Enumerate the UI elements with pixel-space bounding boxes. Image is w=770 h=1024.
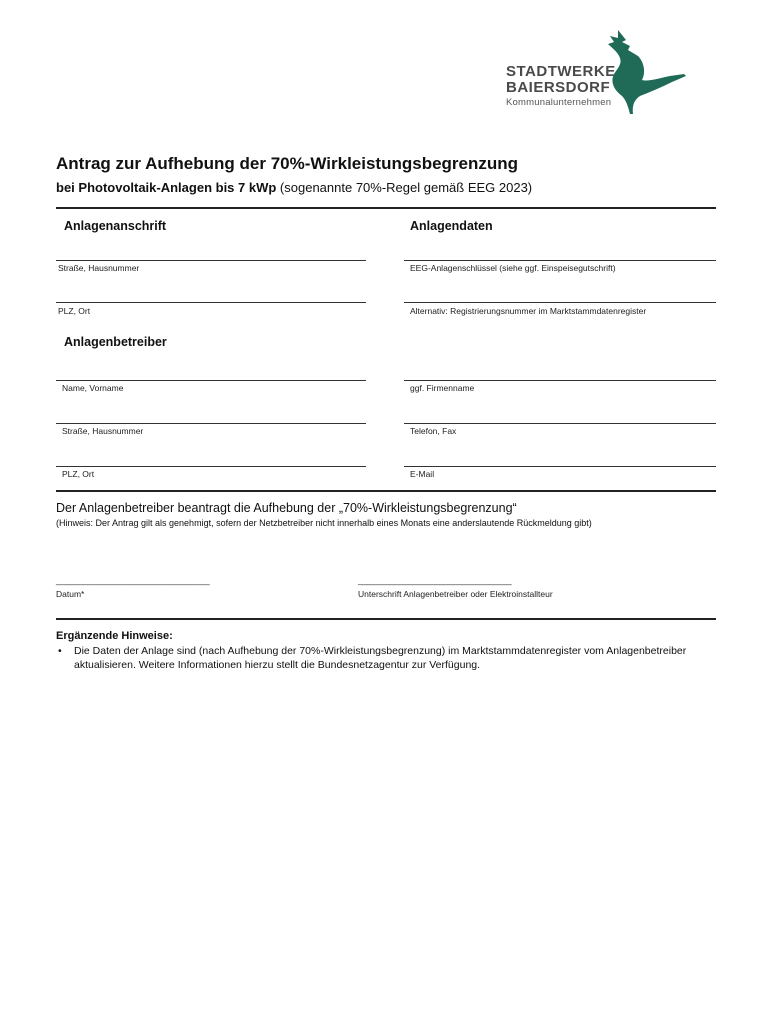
date-signature-line[interactable]: __________________________________ [56,575,210,585]
field-label-plz-anschrift: PLZ, Ort [58,306,91,316]
field-line-plz-betreiber[interactable] [56,466,366,467]
subtitle-rest: (sogenannte 70%-Regel gemäß EEG 2023) [276,180,533,195]
request-hint: (Hinweis: Der Antrag gilt als genehmigt, sofern der Netzbetreiber nicht innerhalb eines Monats eine anderslautende Rückmeldung gibt) [56,518,592,528]
field-line-eeg-schluessel[interactable] [404,260,716,261]
notes-heading: Ergänzende Hinweise: [56,630,173,642]
company-logo [500,26,690,118]
notes-item-text: Die Daten der Anlage sind (nach Aufhebung der 70%-Wirkleistungsbegrenzung) im Marktstammdatenregister vom Anlagenbetreiber aktualisieren. Weitere Informationen hierzu stellt die Bundesnetzagentur zur Verfügung. [74,645,687,671]
field-label-plz-betreiber: PLZ, Ort [62,469,95,479]
field-label-strasse-anschrift: Straße, Hausnummer [58,263,140,273]
request-statement: Der Anlagenbetreiber beantragt die Aufhebung der „70%-Wirkleistungsbegrenzung“ [56,501,517,515]
document-title: Antrag zur Aufhebung der 70%-Wirkleistungsbegrenzung [56,154,519,173]
divider-bottom [56,618,716,620]
heading-anlagenbetreiber: Anlagenbetreiber [64,335,167,349]
notes-list [58,644,698,672]
logo-line-2: BAIERSDORF [506,79,611,96]
field-line-strasse-betreiber[interactable] [56,423,366,424]
signature-label: Unterschrift Anlagenbetreiber oder Elektroinstallteur [358,589,553,599]
field-label-strasse-betreiber: Straße, Hausnummer [62,426,144,436]
logo-line-1: STADTWERKE [506,63,616,80]
subtitle-bold: bei Photovoltaik-Anlagen bis 7 kWp [56,180,277,195]
field-line-name[interactable] [56,380,366,381]
divider-top [56,207,716,209]
field-line-plz-anschrift[interactable] [56,302,366,303]
field-line-email[interactable] [404,466,716,467]
logo-tagline: Kommunalunternehmen [506,97,612,108]
field-line-telefon[interactable] [404,423,716,424]
field-label-email: E-Mail [410,469,435,479]
stork-icon [600,26,690,118]
field-label-name: Name, Vorname [62,383,124,393]
field-label-eeg-schluessel: EEG-Anlagenschlüssel (siehe ggf. Einspeisegutschrift) [410,263,616,273]
document-subtitle [56,180,532,195]
field-line-registrierungsnummer[interactable] [404,302,716,303]
heading-anlagendaten: Anlagendaten [410,219,493,233]
date-label: Datum* [56,589,85,599]
bullet-icon: • [58,645,62,657]
field-line-firmenname[interactable] [404,380,716,381]
field-label-firmenname: ggf. Firmenname [410,383,475,393]
field-label-registrierungsnummer: Alternativ: Registrierungsnummer im Marktstammdatenregister [410,306,647,316]
field-label-telefon: Telefon, Fax [410,426,457,436]
heading-anlagenanschrift: Anlagenanschrift [64,219,167,233]
divider-middle [56,490,716,492]
operator-signature-line[interactable]: __________________________________ [358,575,512,585]
list-item [58,644,698,672]
field-line-strasse-anschrift[interactable] [56,260,366,261]
